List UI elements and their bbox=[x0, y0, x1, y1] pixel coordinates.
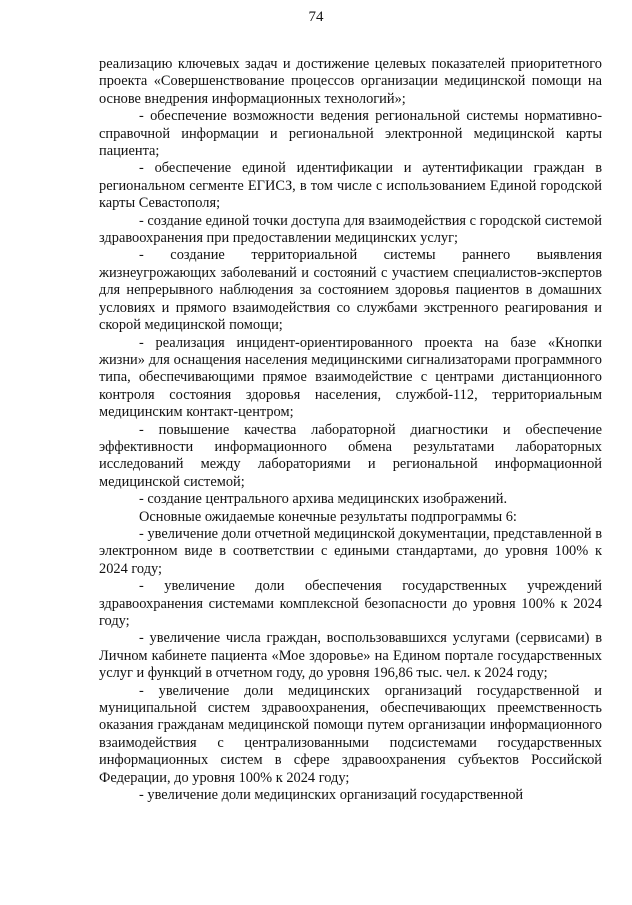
list-item-medical-orgs: - увеличение доли медицинских организаций государственной bbox=[139, 787, 524, 804]
list-item-continuity-of-care: - увеличение доли медицинских организаций государственной и муниципальной систем здравоохранения, обеспечивающих преемственность оказания гражданам медицинской помощи путем организации информационного взаимодействия с централизованными подсистемами государственных информационных систем в сфере здравоохранения субъектов Российской Федерации, до уровня 100% к 2024 году; bbox=[99, 682, 602, 786]
list-item-patient-cabinet: - увеличение числа граждан, воспользовавшихся услугами (сервисами) в Личном кабинете пациента «Мое здоровье» на Едином портале государственных услуг и функций в отчетном году, до уровня 196,86 тыс. чел. к 2024 году; bbox=[99, 630, 602, 682]
list-item-access-point: - создание единой точки доступа для взаимодействия с городской системой здравоохранения при предоставлении медицинских услуг; bbox=[99, 212, 602, 247]
paragraph-expected-results: Основные ожидаемые конечные результаты подпрограммы 6: bbox=[139, 508, 517, 525]
list-item-identification: - обеспечение единой идентификации и аутентификации граждан в региональном сегменте ЕГИСЗ, в том числе с использованием Единой городской карты Севастополя; bbox=[99, 160, 602, 212]
paragraph-key-tasks: реализацию ключевых задач и достижение целевых показателей приоритетного проекта «Совершенствование процессов организации медицинской помощи на основе внедрения информационных технологий»; bbox=[99, 56, 602, 107]
document-body bbox=[99, 56, 602, 804]
list-item-lab-diagnostics: - повышение качества лабораторной диагностики и обеспечение эффективности информационного обмена результатами лабораторных исследований между лабораториями и региональной информационной медицинской системой; bbox=[99, 421, 602, 490]
list-item-reference-info: - обеспечение возможности ведения региональной системы нормативно-справочной информации и региональной электронной медицинской карты пациента; bbox=[99, 108, 602, 160]
page-number: 74 bbox=[308, 9, 324, 25]
list-item-image-archive: - создание центрального архива медицинских изображений. bbox=[139, 491, 508, 508]
list-item-life-button: - реализация инцидент-ориентированного проекта на базе «Кнопки жизни» для оснащения населения медицинскими сигнализаторами программного типа, обеспечивающими прямое взаимодействие с центрами дистанционного контроля состояния здоровья населения, службой-112, территориальным медицинским контакт-центром; bbox=[99, 334, 602, 421]
list-item-security-systems: - увеличение доли обеспечения государственных учреждений здравоохранения системами комплексной безопасности до уровня 100% к 2024 году; bbox=[99, 578, 602, 629]
list-item-early-detection: - создание территориальной системы раннего выявления жизнеугрожающих заболеваний и состояний с участием специалистов-экспертов для непрерывного наблюдения за состоянием здоровья пациентов в домашних условиях и прямого взаимодействия со службами экстренного реагирования и скорой медицинской помощи; bbox=[99, 247, 602, 334]
list-item-e-documentation: - увеличение доли отчетной медицинской документации, представленной в электронном виде в соответствии с едиными стандартами, до уровня 100% к 2024 году; bbox=[99, 525, 602, 577]
